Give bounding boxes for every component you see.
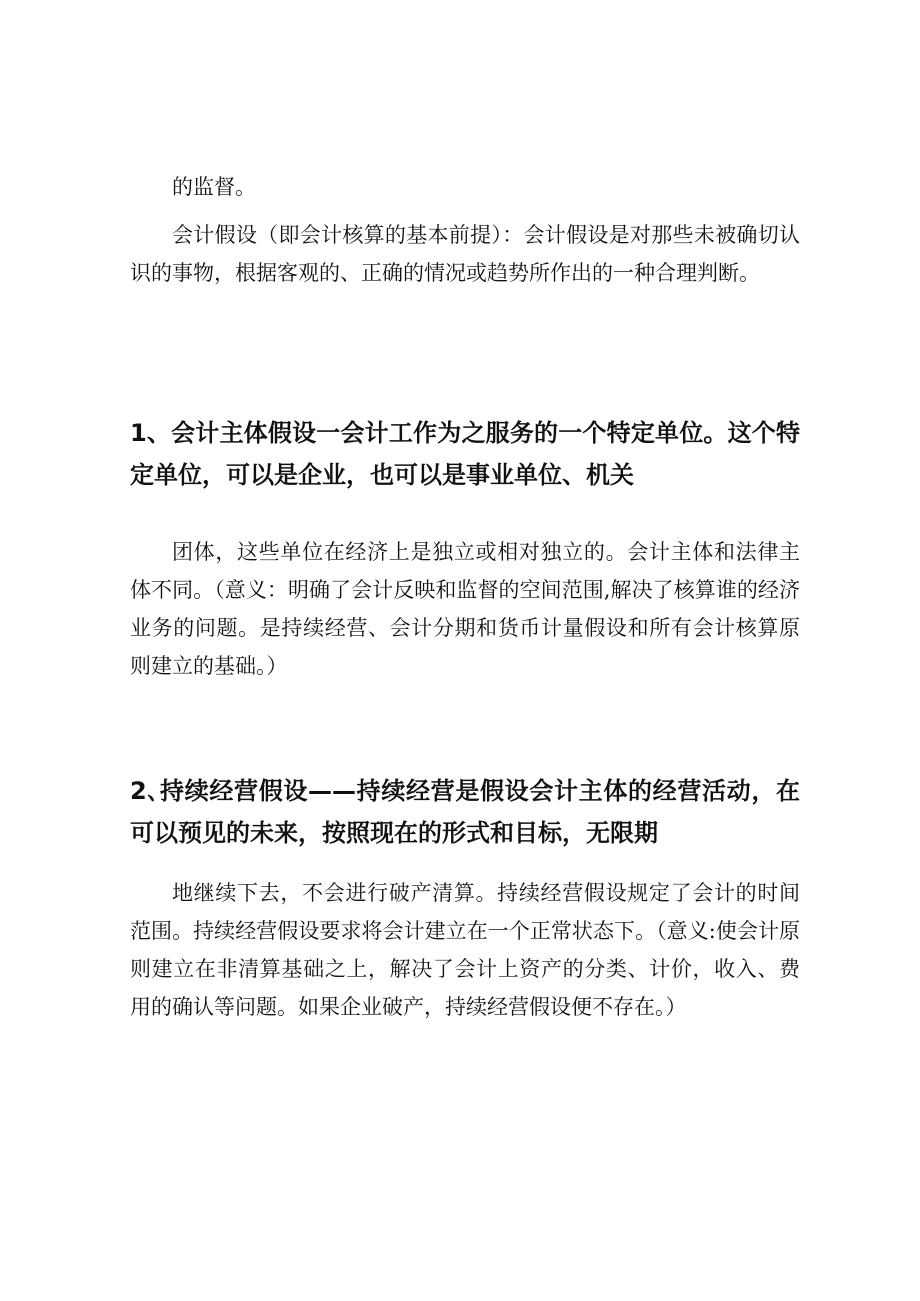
intro-tail-paragraph — [130, 168, 800, 206]
item-2-body-text: 地继续下去，不会进行破产清算。持续经营假设规定了会计的时间范围。持续经营假设要求将会计建立在一个正常状态下。（意义:使会计原则建立在非清算基础之上，解决了会计上资产的分类、计价，收入、费用的确认等问题。如果企业破产，持续经营假设便不存在。） — [130, 881, 800, 1019]
item-1-heading-block — [130, 412, 800, 496]
item-2-body-paragraph — [130, 874, 800, 1026]
item-2-heading: 2､持续经营假设——持续经营是假设会计主体的经营活动，在可以预见的未来，按照现在的形式和目标，无限期 — [130, 777, 800, 847]
item-1-body-paragraph — [130, 533, 800, 685]
item-1-heading: 1、会计主体假设一会计工作为之服务的一个特定单位。这个特定单位，可以是企业，也可以是事业单位、机关 — [130, 419, 800, 489]
assumption-definition-text: 会计假设（即会计核算的基本前提）：会计假设是对那些未被确切认识的事物，根据客观的、正确的情况或趋势所作出的一种合理判断。 — [130, 223, 800, 285]
assumption-definition-paragraph — [130, 216, 800, 292]
item-2-heading-block — [130, 770, 800, 854]
item-1-body-text: 团体，这些单位在经济上是独立或相对独立的。会计主体和法律主体不同。（意义：明确了会计反映和监督的空间范围,解决了核算谁的经济业务的问题。是持续经营、会计分期和货币计量假设和所有会计核算原则建立的基础。） — [130, 540, 800, 678]
intro-tail-text: 的监督。 — [172, 175, 256, 199]
